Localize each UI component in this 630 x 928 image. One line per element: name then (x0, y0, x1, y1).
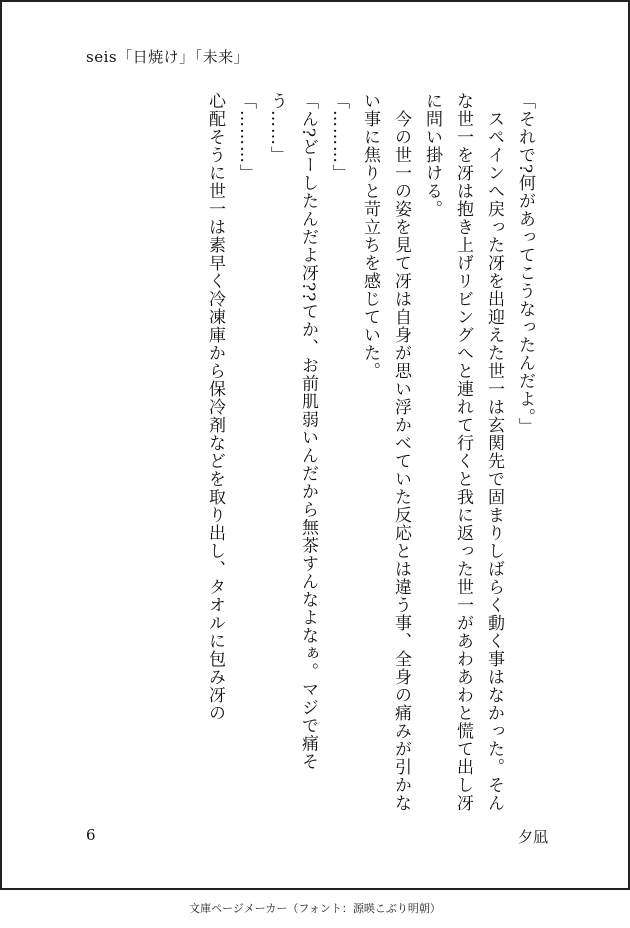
author-name: 夕凪 (518, 828, 549, 846)
page-number: 6 (86, 826, 96, 844)
vertical-body-text (60, 92, 540, 812)
credit-line: 文庫ページメーカー（フォント：源暎こぶり明朝） (189, 902, 441, 915)
paragraph: スペインへ戻った冴を出迎えた世一は玄関先で固まりしばらく動く事はなかった。そんな世一を冴は抱き上げリビングへと連れて行くと我に返った世一があわあわと慌て出し冴に問い掛ける。 (422, 92, 504, 812)
paragraph: 「………」 (236, 92, 256, 182)
paragraph: 今の世一の姿を見て冴は自身が思い浮かべていた反応とは違う事、全身の痛みが引かない事に焦りと苛立ちを感じていた。 (360, 92, 411, 812)
page-header: seis「日焼け」「未来」 (86, 48, 250, 66)
paragraph: 「………」 (329, 92, 349, 182)
paragraph: 「それで?何があってこうなったんだよ。」 (515, 92, 535, 436)
paragraph: 心配そうに世一は素早く冷凍庫から保冷剤などを取り出し、タオルに包み冴の (205, 92, 225, 722)
paragraph: 「ん?どーしたんだよ冴??てか、お前肌弱いんだから無茶すんなよなぁ。マジで痛そう……」 (267, 92, 318, 771)
